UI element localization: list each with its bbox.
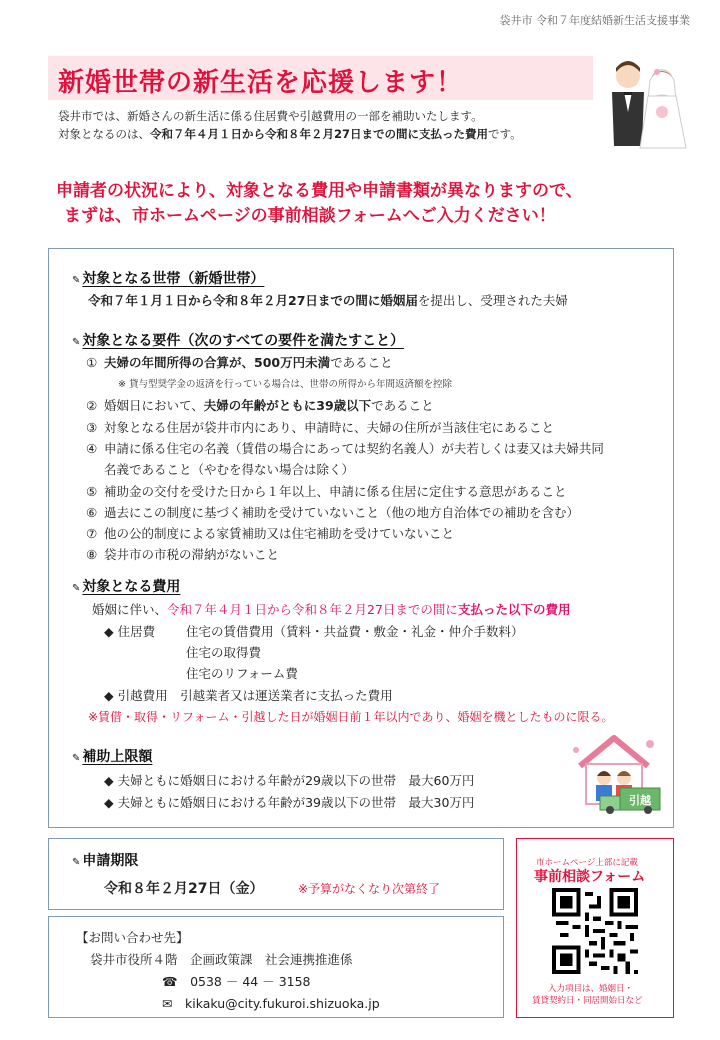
qr-note-line-1: 入力項目は、婚姻日・ (548, 984, 634, 994)
requirement-5: ⑤ 補助金の交付を受けた日から１年以上、申請に係る住居に定住する意思があること (86, 484, 567, 499)
requirements-heading: ✎ 対象となる要件（次のすべての要件を満たすこと） (72, 333, 405, 349)
target-household-desc: 令和７年１月１日から令和８年２月27日までの間に婚姻届を提出し、受理された夫婦 (88, 293, 568, 308)
qr-note-line-2: 賃貸契約日・同居開始日など (532, 996, 643, 1006)
moving-cost: ◆ 引越費用 引越業者又は運送業者に支払った費用 (104, 688, 393, 703)
requirement-1-note: ※ 貸与型奨学金の返済を行っている場合は、世帯の所得から年間返済額を控除 (118, 379, 452, 390)
diamond-bullet-icon: ◆ (104, 688, 118, 703)
requirement-8: ⑧ 袋井市の市税の滞納がないこと (86, 547, 280, 562)
costs-intro: 婚姻に伴い、令和７年４月１日から令和８年２月27日までの間に支払った以下の費用 (92, 602, 571, 617)
target-household-heading: ✎ 対象となる世帯（新婚世帯） (72, 271, 265, 287)
application-period-box (48, 838, 504, 910)
diamond-bullet-icon: ◆ (104, 624, 118, 639)
housing-cost-item-1: 住宅の賃借費用（賃料・共益費・敷金・礼金・仲介手数料） (186, 624, 524, 639)
pencil-bullet-icon: ✎ (72, 337, 81, 348)
program-name: 袋井市 令和７年度結婚新生活支援事業 (499, 14, 690, 27)
housing-cost-item-3: 住宅のリフォーム費 (186, 666, 298, 681)
pencil-bullet-icon: ✎ (72, 753, 81, 764)
costs-heading: ✎ 対象となる費用 (72, 579, 181, 595)
contact-office: 袋井市役所４階 企画政策課 社会連携推進係 (90, 952, 353, 967)
couple-illustration (602, 50, 688, 152)
intro-line-1: 袋井市では、新婚さんの新生活に係る住居費や引越費用の一部を補助いたします。 (58, 109, 483, 123)
requirement-7: ⑦ 他の公的制度による家賃補助又は住宅補助を受けていないこと (86, 526, 455, 541)
contact-phone: ☎ 0538 － 44 － 3158 (162, 974, 311, 989)
contact-heading: 【お問い合わせ先】 (76, 930, 189, 945)
requirement-6: ⑥ 過去にこの制度に基づく補助を受けていないこと（他の地方自治体での補助を含む） (86, 505, 580, 520)
period-heading: ✎ 申請期限 (72, 853, 139, 869)
alert-line-1: 申請者の状況により、対象となる費用や申請書類が異なりますので、 (56, 181, 583, 201)
qr-code-icon[interactable] (552, 888, 638, 974)
limit-item-2: ◆ 夫婦ともに婚姻日における年齢が39歳以下の世帯 最大30万円 (104, 795, 475, 810)
page-title: 新婚世帯の新生活を応援します！ (58, 68, 464, 98)
qr-title: 事前相談フォーム (534, 869, 646, 885)
requirement-4: ④ 申請に係る住宅の名義（賃借の場合にあっては契約名義人）が夫若しくは妻又は夫婦共同 (86, 441, 604, 456)
period-note: ※予算がなくなり次第終了 (298, 882, 441, 896)
alert-line-2: まずは、市ホームページの事前相談フォームへご入力ください！ (64, 206, 556, 226)
diamond-bullet-icon: ◆ (104, 795, 118, 810)
housing-cost-label: ◆ 住居費 (104, 624, 156, 639)
pencil-bullet-icon: ✎ (72, 583, 81, 594)
qr-caption: 市ホームページ上部に記載 (536, 858, 638, 868)
diamond-bullet-icon: ◆ (104, 773, 118, 788)
limit-heading: ✎ 補助上限額 (72, 749, 153, 765)
pencil-bullet-icon: ✎ (72, 275, 81, 286)
costs-note: ※賃借・取得・リフォーム・引越した日が婚姻日前１年以内であり、婚姻を機としたものに限る。 (88, 710, 614, 724)
housing-cost-item-2: 住宅の取得費 (186, 645, 262, 660)
period-date: 令和８年２月27日（金） (104, 881, 264, 897)
requirement-2: ② 婚姻日において、夫婦の年齢がともに39歳以下であること (86, 398, 434, 413)
requirement-4-continued: 名義であること（やむを得ない場合は除く） (104, 462, 355, 477)
requirement-3: ③ 対象となる住居が袋井市内にあり、申請時に、夫婦の住所が当該住宅にあること (86, 420, 555, 435)
house-moving-illustration (570, 730, 666, 814)
phone-icon: ☎ (162, 974, 191, 989)
requirement-1: ① 夫婦の年間所得の合算が、500万円未満であること (86, 355, 393, 370)
mail-icon: ✉ (162, 996, 185, 1011)
pencil-bullet-icon: ✎ (72, 857, 81, 868)
moving-sign-text: 引越 (629, 794, 651, 807)
contact-email[interactable]: ✉ kikaku@city.fukuroi.shizuoka.jp (162, 996, 380, 1011)
intro-line-2: 対象となるのは、令和７年４月１日から令和８年２月27日までの間に支払った費用です。 (58, 127, 522, 141)
limit-item-1: ◆ 夫婦ともに婚姻日における年齢が29歳以下の世帯 最大60万円 (104, 773, 475, 788)
